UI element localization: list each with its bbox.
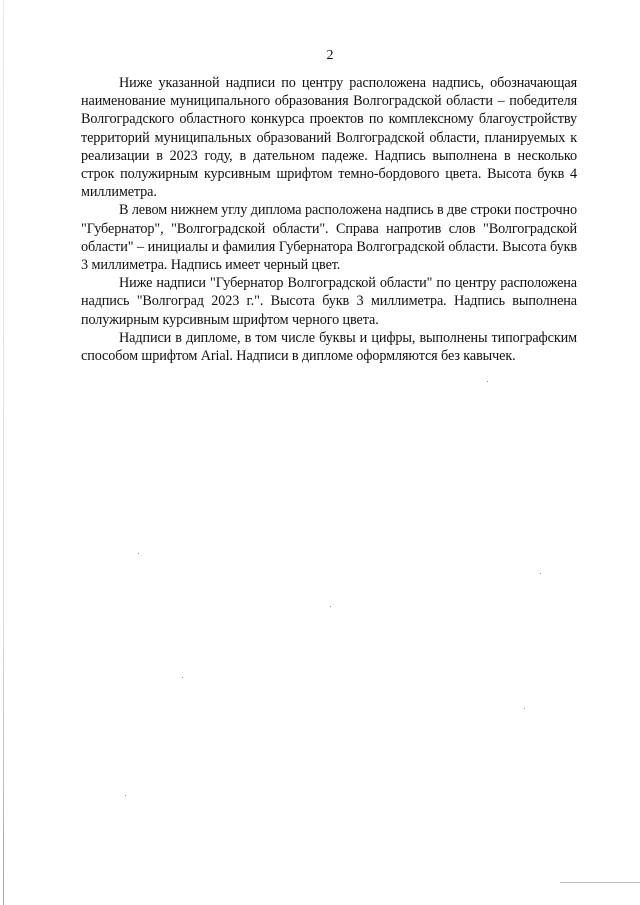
scan-speck — [524, 708, 525, 709]
scan-edge-left — [3, 0, 4, 905]
scan-speck — [487, 381, 488, 382]
scan-speck — [330, 606, 331, 607]
scan-speck — [138, 553, 139, 554]
paragraph: Ниже надписи "Губернатор Волгоградской области" по центру расположена надпись "Волгоград 2023 г.". Высота букв 3 миллиметра. Надпись выполнена полужирным курсивным шрифтом черного цвета. — [81, 275, 577, 328]
page-number: 2 — [326, 48, 334, 63]
paragraph: Ниже указанной надписи по центру расположена надпись, обозначающая наименование муниципального образования Волгоградской области – победителя Волгоградского областного конкурса проектов по комплексному благоустройству территорий муниципальных образований Волгоградской области, планируемых к реализации в 2023 году, в дательном падеже. Надпись выполнена в несколько строк полужирным курсивным шрифтом темно-бордового цвета. Высота букв 4 миллиметра. — [81, 75, 577, 201]
paragraph: Надписи в дипломе, в том числе буквы и цифры, выполнены типографским способом шрифтом Arial. Надписи в дипломе оформляются без кавычек. — [81, 329, 577, 365]
scan-speck — [125, 795, 126, 796]
document-body — [81, 74, 577, 365]
paragraph: В левом нижнем углу диплома расположена надпись в две строки построчно "Губернатор", "Волгоградской области". Справа напротив слов "Волгоградской области" – инициалы и фамилия Губернатора Волгоградской области. Высота букв 3 миллиметра. Надпись имеет черный цвет. — [81, 202, 577, 274]
scan-edge-bottom — [560, 882, 640, 883]
scan-speck — [540, 573, 541, 574]
scan-speck — [182, 677, 183, 678]
